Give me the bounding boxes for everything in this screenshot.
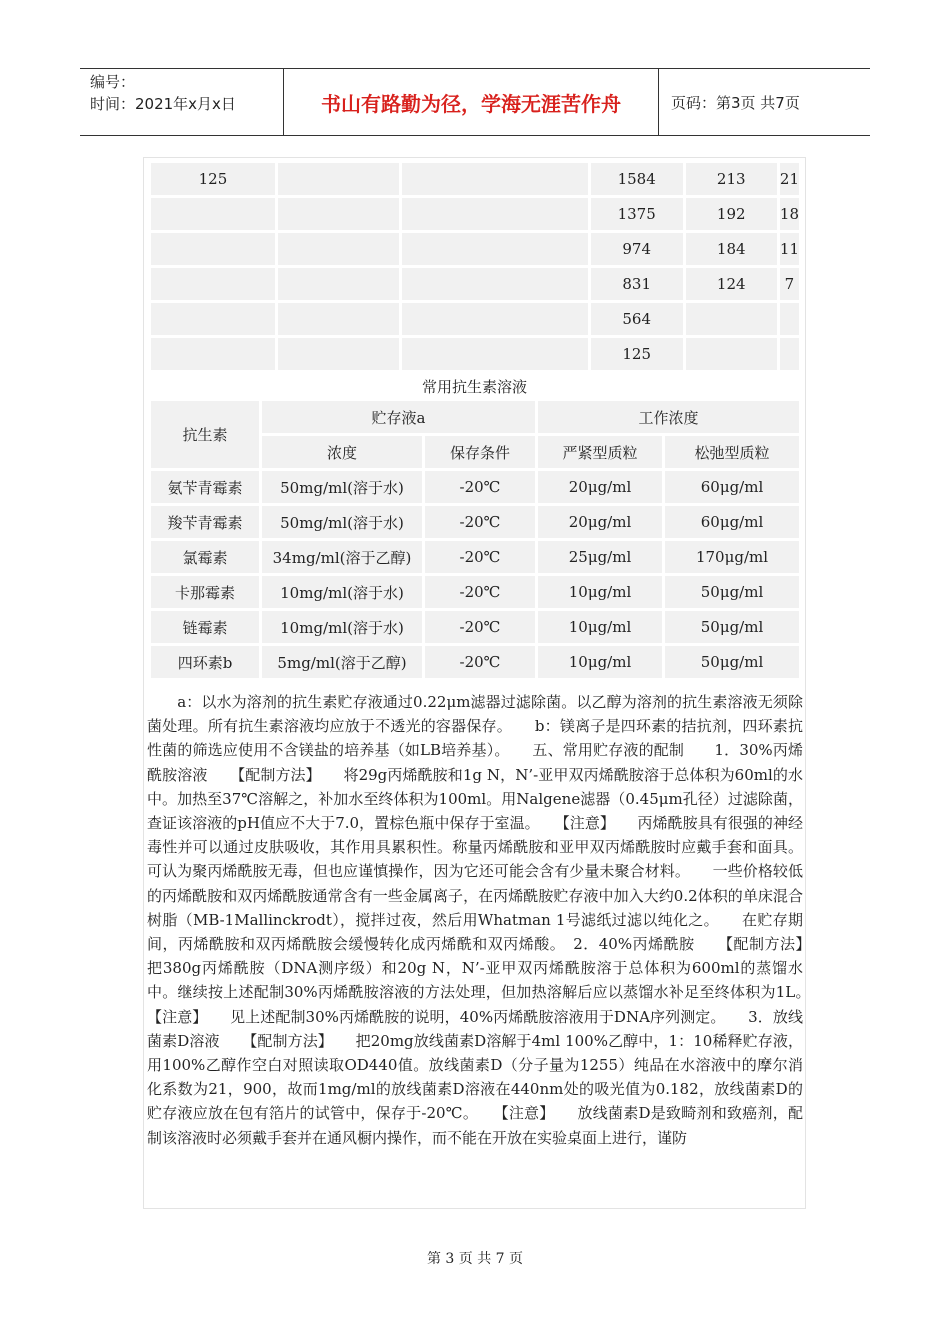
table-cell: 50μg/ml: [665, 646, 799, 678]
table-cell: 50μg/ml: [665, 611, 799, 643]
table-cell: 170μg/ml: [665, 541, 799, 573]
table-cell: [402, 163, 588, 195]
motto: 书山有路勤为径，学海无涯苦作舟: [284, 69, 659, 135]
table-cell: 20μg/ml: [538, 506, 662, 538]
table-cell: 18: [780, 198, 799, 230]
table-cell: [402, 268, 588, 300]
table-cell: 60μg/ml: [665, 506, 799, 538]
table-cell: [278, 233, 399, 265]
time-label: 时间：2021年x月x日: [90, 95, 236, 113]
table-row: [151, 611, 799, 643]
table-cell: 50mg/ml(溶于水): [262, 471, 422, 503]
header-concentration: 浓度: [262, 436, 422, 468]
table-cell: 11: [780, 233, 799, 265]
page-header: [80, 68, 870, 136]
table-cell: [780, 303, 799, 335]
table-cell: [278, 163, 399, 195]
table-cell: 34mg/ml(溶于乙醇): [262, 541, 422, 573]
table-cell: 50μg/ml: [665, 576, 799, 608]
table-row: [151, 163, 799, 195]
table-row: [151, 268, 799, 300]
header-working: 工作浓度: [538, 401, 799, 433]
table-cell: 21: [780, 163, 799, 195]
table-cell: 1375: [591, 198, 683, 230]
table-row: [151, 303, 799, 335]
table-cell: [686, 338, 777, 370]
table-cell: 831: [591, 268, 683, 300]
table-cell: 卡那霉素: [151, 576, 259, 608]
table-cell: [151, 198, 275, 230]
table-cell: 5mg/ml(溶于乙醇): [262, 646, 422, 678]
table-row: [151, 646, 799, 678]
table-cell: 10μg/ml: [538, 646, 662, 678]
table-cell: 氯霉素: [151, 541, 259, 573]
table-cell: 链霉素: [151, 611, 259, 643]
header-stock: 贮存液a: [262, 401, 535, 433]
table-cell: -20℃: [425, 576, 535, 608]
table-cell: [686, 303, 777, 335]
header-stringent: 严紧型质粒: [538, 436, 662, 468]
table-cell: [151, 338, 275, 370]
antibiotic-table: [148, 398, 802, 681]
table-row: [151, 471, 799, 503]
table-cell: 192: [686, 198, 777, 230]
table-cell: 10μg/ml: [538, 611, 662, 643]
table-cell: [402, 233, 588, 265]
table-cell: [278, 303, 399, 335]
table-cell: -20℃: [425, 611, 535, 643]
body-paragraph: a：以水为溶剂的抗生素贮存液通过0.22μm滤器过滤除菌。以乙醇为溶剂的抗生素溶液无须除菌处理。所有抗生素溶液均应放于不透光的容器保存。 b：镁离子是四环素的拮抗剂，四环素抗性菌的筛选应使用不含镁盐的培养基（如LB培养基）。 五、常用贮存液的配制 1．30%丙烯酰胺溶液 【配制方法】 将29g丙烯酰胺和1g N，N’-亚甲双丙烯酰胺溶于总体积为60ml的水中。加热至37℃溶解之，补加水至终体积为100ml。用Nalgene滤器（0.45μm孔径）过滤除菌，查证该溶液的pH值应不大于7.0，置棕色瓶中保存于室温。 【注意】 丙烯酰胺具有很强的神经毒性并可以通过皮肤吸收，其作用具累积性。称量丙烯酰胺和亚甲双丙烯酰胺时应戴手套和面具。可认为聚丙烯酰胺无毒，但也应谨慎操作，因为它还可能会含有少量未聚合材料。 一些价格较低的丙烯酰胺和双丙烯酰胺通常含有一些金属离子，在丙烯酰胺贮存液中加入大约0.2体积的单床混合树脂（MB-1Mallinckrodt），搅拌过夜，然后用Whatman 1号滤纸过滤以纯化之。 在贮存期间，丙烯酰胺和双丙烯酰胺会缓慢转化成丙烯酰和双丙烯酸。 2．40%丙烯酰胺 【配制方法】 把380g丙烯酰胺（DNA测序级）和20g N，N’-亚甲双丙烯酰胺溶于总体积为600ml的蒸馏水中。继续按上述配制30%丙烯酰胺溶液的方法处理，但加热溶解后应以蒸馏水补足至终体积为1L。 【注意】 见上述配制30%丙烯酰胺的说明，40%丙烯酰胺溶液用于DNA序列测定。 3．放线菌素D溶液 【配制方法】 把20mg放线菌素D溶解于4ml 100%乙醇中，1：10稀释贮存液，用100%乙醇作空白对照读取OD440值。放线菌素D（分子量为1255）纯品在水溶液中的摩尔消化系数为21，900，故而1mg/ml的放线菌素D溶液在440nm处的吸光值为0.182，放线菌素D的贮存液应放在包有箔片的试管中，保存于-20℃。 【注意】 放线菌素D是致畸剂和致癌剂，配制该溶液时必须戴手套并在通风橱内操作，而不能在开放在实验桌面上进行，谨防: [147, 693, 834, 1147]
table-row: [151, 233, 799, 265]
header-antibiotic: 抗生素: [151, 401, 259, 468]
table-cell: 125: [151, 163, 275, 195]
table-row: [151, 576, 799, 608]
table-cell: 氨苄青霉素: [151, 471, 259, 503]
table-cell: [780, 338, 799, 370]
table-cell: -20℃: [425, 646, 535, 678]
table-cell: 60μg/ml: [665, 471, 799, 503]
number-label: 编号：: [90, 73, 136, 91]
table-cell: 20μg/ml: [538, 471, 662, 503]
table-cell: [402, 198, 588, 230]
table-cell: 124: [686, 268, 777, 300]
table-cell: [151, 268, 275, 300]
header-relaxed: 松弛型质粒: [665, 436, 799, 468]
table-cell: 10mg/ml(溶于水): [262, 611, 422, 643]
table-cell: 1584: [591, 163, 683, 195]
page-number-label: 页码：第3页 共7页: [671, 93, 800, 112]
table-cell: 四环素b: [151, 646, 259, 678]
table-cell: 213: [686, 163, 777, 195]
table-cell: 10mg/ml(溶于水): [262, 576, 422, 608]
table-cell: 羧苄青霉素: [151, 506, 259, 538]
table-row: [151, 506, 799, 538]
table-cell: [278, 198, 399, 230]
table-cell: -20℃: [425, 541, 535, 573]
data-table-1: [148, 160, 802, 373]
table-cell: -20℃: [425, 506, 535, 538]
table-cell: [402, 338, 588, 370]
header-meta: [80, 69, 284, 135]
table-cell: 25μg/ml: [538, 541, 662, 573]
table-cell: 7: [780, 268, 799, 300]
table-cell: 10μg/ml: [538, 576, 662, 608]
table-cell: 125: [591, 338, 683, 370]
table-cell: [278, 268, 399, 300]
table-row: [151, 198, 799, 230]
table-cell: 974: [591, 233, 683, 265]
table-cell: 184: [686, 233, 777, 265]
table-cell: [402, 303, 588, 335]
table-cell: 564: [591, 303, 683, 335]
table-cell: 50mg/ml(溶于水): [262, 506, 422, 538]
table-caption: 常用抗生素溶液: [421, 378, 527, 396]
page-footer: 第 3 页 共 7 页: [426, 1251, 524, 1267]
header-storage: 保存条件: [425, 436, 535, 468]
table-cell: [278, 338, 399, 370]
table-row: [151, 338, 799, 370]
table-cell: [151, 303, 275, 335]
table-row: [151, 541, 799, 573]
table-cell: [151, 233, 275, 265]
table-cell: -20℃: [425, 471, 535, 503]
